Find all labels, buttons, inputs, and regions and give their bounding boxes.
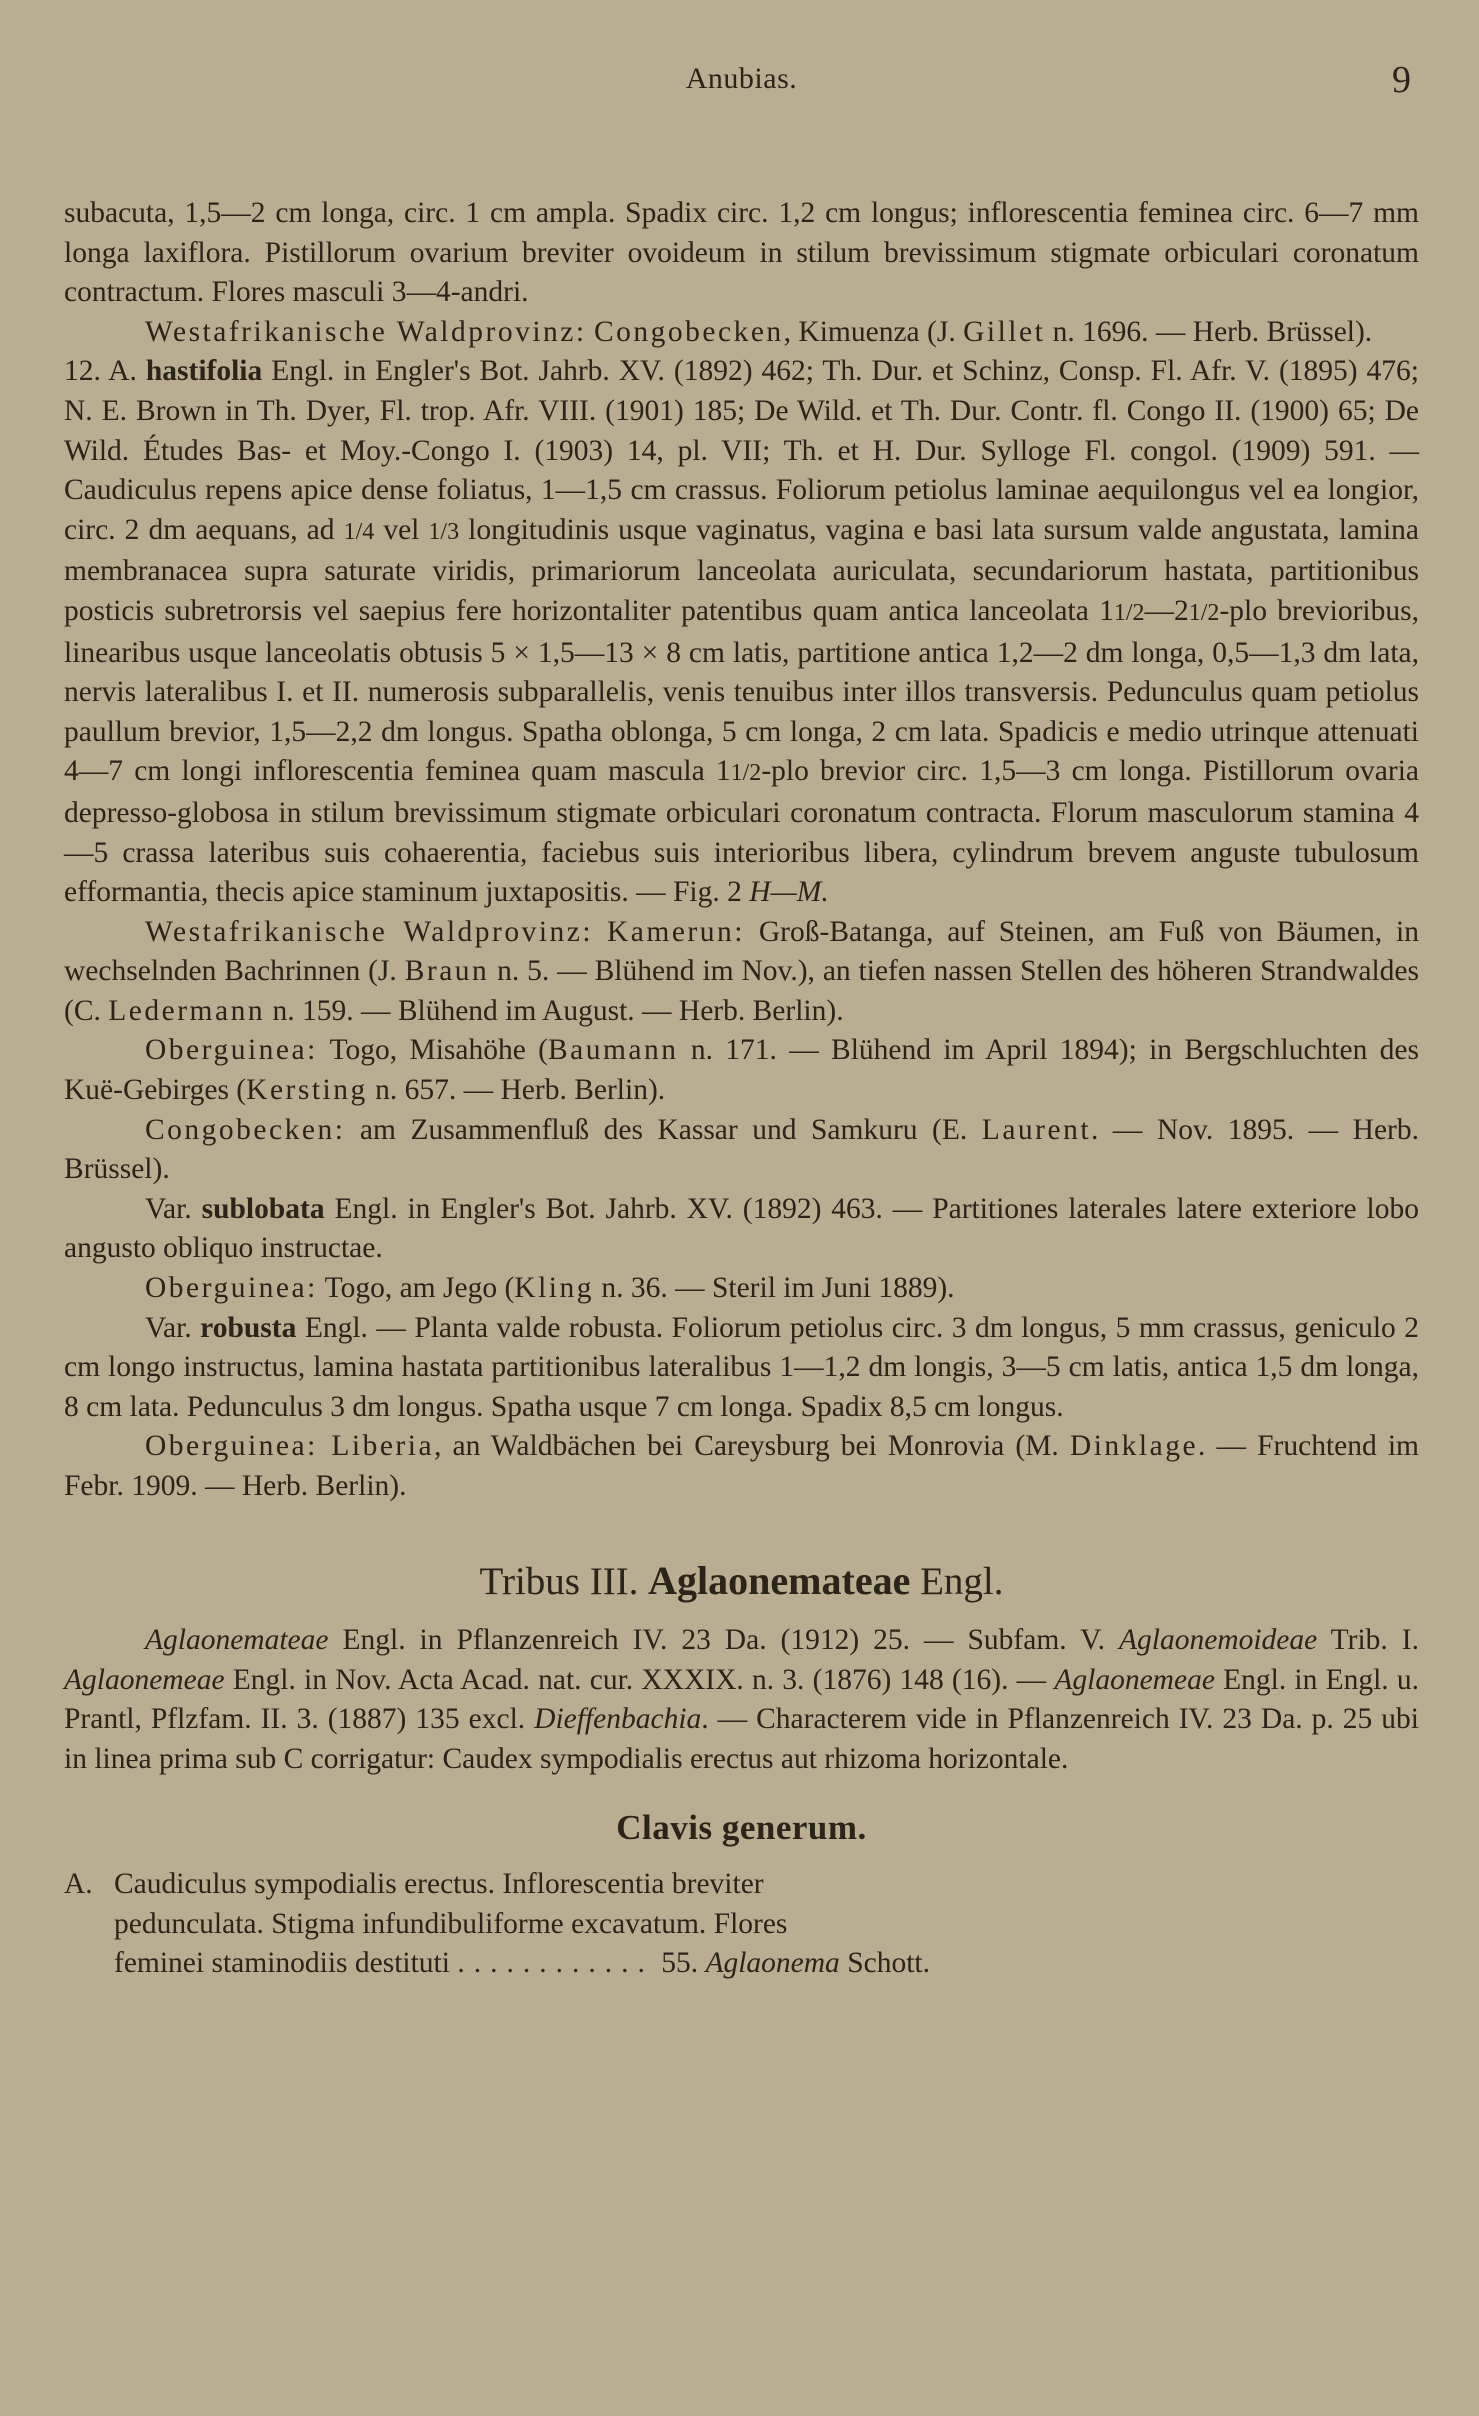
- key-line-3: [114, 1944, 1384, 1984]
- key-result-genus: Aglaonema: [705, 1947, 840, 1980]
- tribus-text: Aglaonemateae Engl. in Pflanzenreich IV. 23 Da. (1912) 25. — Subfam. V. Aglaonemoideae Trib. I. Aglaonemeae Engl. in Nov. Acta Acad. nat. cur. XXXIX. n. 3. (1876) 148 (16). — Aglaonemeae Engl. in Engl. u. Prantl, Pflzfam. II. 3. (1887) 135 excl. Dieffenbachia. — Characterem vide in Pflanzenreich IV. 23 Da. p. 25 ubi in linea prima sub C corrigatur: Caudex sympodialis erectus aut rhizoma horizontale.: [64, 1624, 1419, 1775]
- paragraph-2: Westafrikanische Waldprovinz: Congobecken, Kimuenza (J. Gillet n. 1696. — Herb. Brüssel).: [145, 315, 1373, 348]
- body-text: [64, 194, 1419, 1984]
- tribus-prefix: Tribus III.: [479, 1559, 639, 1603]
- key-letter: A.: [64, 1868, 93, 1901]
- key-line-1: Caudiculus sympodialis erectus. Inflorescentia breviter: [114, 1868, 764, 1901]
- paragraph-var-robusta: Var. robusta Engl. — Planta valde robusta. Foliorum petiolus circ. 3 dm longus, 5 mm crassus, geniculo 2 cm longo instructus, lamina hastata partitionibus lateralibus 1—1,2 dm longis, 3—5 cm latis, antica 1,5 dm longa, 8 cm lata. Pedunculus 3 dm longus. Spatha usque 7 cm longa. Spadix 8,5 cm longus.: [64, 1311, 1419, 1423]
- paragraph-togo: Oberguinea: Togo, Misahöhe (Baumann n. 171. — Blühend im April 1894); in Bergschluchten des Kuë-Gebirges (Kersting n. 657. — Herb. Berlin).: [64, 1034, 1419, 1107]
- key-line-3-text: feminei staminodiis destituti: [114, 1947, 450, 1980]
- paragraph-var-sublobata: Var. sublobata Engl. in Engler's Bot. Jahrb. XV. (1892) 463. — Partitiones laterales latere exteriore lobo angusto obliquo instructae.: [64, 1192, 1419, 1265]
- key-entry: [64, 1865, 1384, 1984]
- page-number: 9: [1392, 59, 1411, 101]
- key-result-number: 55.: [661, 1947, 699, 1980]
- running-head: [64, 58, 1419, 114]
- tribus-author: Engl.: [920, 1559, 1004, 1603]
- paragraph-kamerun: Westafrikanische Waldprovinz: Kamerun: Groß-Batanga, auf Steinen, am Fuß von Bäumen, in wechselnden Bachrinnen (J. Braun n. 5. — Blühend im Nov.), an tiefen nassen Stellen des höheren Strandwaldes (C. Ledermann n. 159. — Blühend im August. — Herb. Berlin).: [64, 915, 1420, 1027]
- key-leader-dots: ............: [457, 1947, 654, 1980]
- paragraph-liberia: Oberguinea: Liberia, an Waldbächen bei Careysburg bei Monrovia (M. Dinklage. — Fruchtend im Febr. 1909. — Herb. Berlin).: [64, 1430, 1419, 1502]
- clavis-heading: Clavis generum.: [616, 1807, 867, 1847]
- paragraph-congobecken: Congobecken: am Zusammenfluß des Kassar und Samkuru (E. Laurent. — Nov. 1895. — Herb. Brüssel).: [64, 1113, 1419, 1186]
- tribus-heading: [64, 1557, 1419, 1603]
- running-title: Anubias.: [685, 62, 798, 95]
- paragraph-1: subacuta, 1,5—2 cm longa, circ. 1 cm ampla. Spadix circ. 1,2 cm longus; inflorescentia feminea circ. 6—7 mm longa laxiflora. Pistillorum ovarium breviter ovoideum in stilum brevissimum stigmate orbiculari coronatum contractum. Flores masculi 3—4-andri.: [64, 197, 1419, 309]
- paragraph-oberguinea-jego: Oberguinea: Togo, am Jego (Kling n. 36. — Steril im Juni 1889).: [145, 1272, 955, 1305]
- tribus-name: Aglaonemateae: [648, 1557, 911, 1603]
- paragraph-hastifolia: 12. A. hastifolia Engl. in Engler's Bot. Jahrb. XV. (1892) 462; Th. Dur. et Schinz, Consp. Fl. Afr. V. (1895) 476; N. E. Brown in Th. Dyer, Fl. trop. Afr. VIII. (1901) 185; De Wild. et Th. Dur. Contr. fl. Congo II. (1900) 65; De Wild. Études Bas- et Moy.-Congo I. (1903) 14, pl. VII; Th. et H. Dur. Sylloge Fl. congol. (1909) 591. — Caudiculus repens apice dense foliatus, 1—1,5 cm crassus. Foliorum petiolus laminae aequilongus vel ea longior, circ. 2 dm aequans, ad 1/4 vel 1/3 longitudinis usque vaginatus, vagina e basi lata sursum valde angustata, lamina membranacea supra saturate viridis, primariorum lanceolata auriculata, secundariorum hastata, partitionibus posticis subretrorsis vel saepius fere horizontaliter patentibus quam antica lanceolata 11/2—21/2-plo brevioribus, linearibus usque lanceolatis obtusis 5 × 1,5—13 × 8 cm latis, partitione antica 1,2—2 dm longa, 0,5—1,3 dm lata, nervis lateralibus I. et II. numerosis subparallelis, venis tenuibus inter illos transversis. Pedunculus quam petiolus paullum brevior, 1,5—2,2 dm longus. Spatha oblonga, 5 cm longa, 2 cm lata. Spadicis e medio utrinque attenuati 4—7 cm longi inflorescentia feminea quam mascula 11/2-plo brevior circ. 1,5—3 cm longa. Pistillorum ovaria depresso-globosa in stilum brevissimum stigmate orbiculari coronatum contracta. Florum masculorum stamina 4—5 crassa lateribus suis cohaerentia, faciebus suis interioribus libera, cylindrum brevem anguste tubulosum efformantia, thecis apice staminum juxtapositis. — Fig. 2 H—M.: [64, 355, 1420, 909]
- key-line-2: pedunculata. Stigma infundibuliforme excavatum. Flores: [114, 1907, 788, 1940]
- key-result-author: Schott.: [847, 1947, 930, 1980]
- key-body: [114, 1865, 1384, 1984]
